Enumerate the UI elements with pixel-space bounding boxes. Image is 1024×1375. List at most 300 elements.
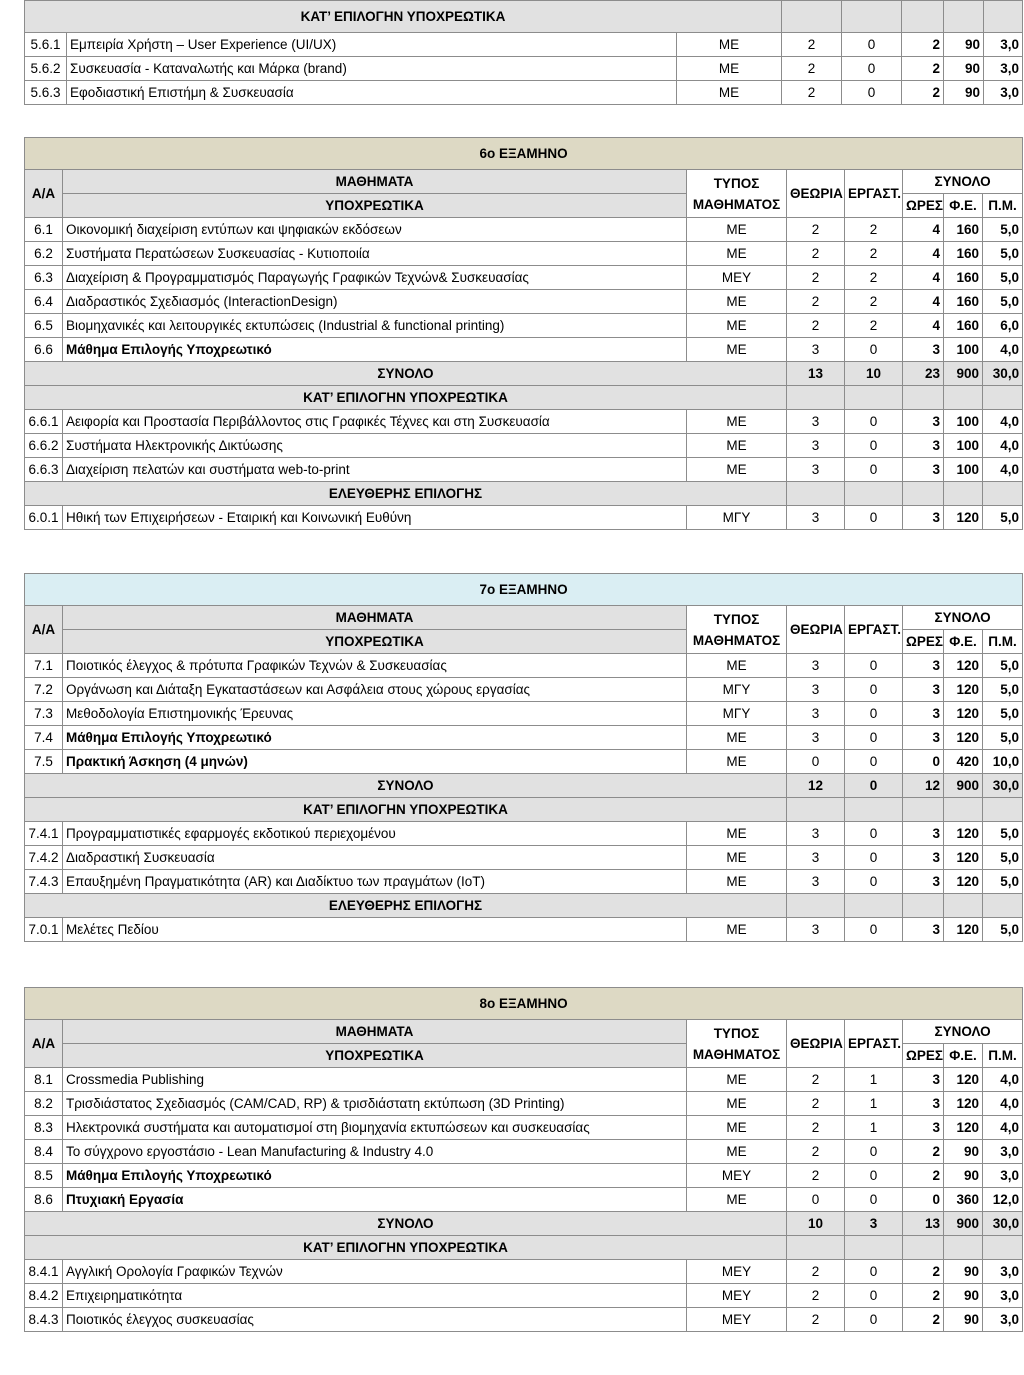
total-hours: 2 — [902, 57, 944, 81]
header-courses: ΜΑΘΗΜΑΤΑ — [63, 606, 687, 630]
theory-hours: 3 — [787, 918, 845, 942]
course-type: ΜΓΥ — [687, 702, 787, 726]
total-fe: 900 — [944, 1212, 983, 1236]
header-total: ΣΥΝΟΛΟ — [903, 606, 1023, 630]
credits-pm: 4,0 — [983, 1116, 1023, 1140]
total-hours: 3 — [903, 654, 944, 678]
course-row — [25, 266, 1023, 290]
elective-header: ΚΑΤ’ ΕΠΙΛΟΓΗΝ ΥΠΟΧΡΕΩΤΙΚΑ — [25, 1236, 787, 1260]
workload-fe: 120 — [944, 822, 983, 846]
course-row — [25, 57, 1023, 81]
credits-pm: 3,0 — [983, 1140, 1023, 1164]
empty-cell — [845, 798, 903, 822]
theory-hours: 2 — [787, 290, 845, 314]
lab-hours: 0 — [842, 57, 902, 81]
course-name: Το σύγχρονο εργοστάσιο - Lean Manufacturing & Industry 4.0 — [63, 1140, 687, 1164]
header-lab: ΕΡΓΑΣΤ. — [845, 1020, 903, 1068]
credits-pm: 5,0 — [983, 218, 1023, 242]
course-row — [25, 242, 1023, 266]
credits-pm: 5,0 — [983, 726, 1023, 750]
theory-hours: 3 — [787, 846, 845, 870]
course-type: ΜΕΥ — [687, 1308, 787, 1332]
course-row — [25, 290, 1023, 314]
s5-rows — [25, 33, 1023, 105]
course-type: ΜΕ — [687, 846, 787, 870]
course-name: Διαχείριση & Προγραμματισμός Παραγωγής Γραφικών Τεχνών& Συσκευασίας — [63, 266, 687, 290]
workload-fe: 90 — [944, 1140, 983, 1164]
course-row — [25, 338, 1023, 362]
semester-title-row — [25, 138, 1023, 170]
course-type: ΜΕ — [687, 1068, 787, 1092]
total-hours: 3 — [903, 1092, 944, 1116]
total-hours: 4 — [903, 242, 944, 266]
lab-hours: 0 — [845, 1140, 903, 1164]
course-row — [25, 918, 1023, 942]
header-pm: Π.Μ. — [983, 194, 1023, 218]
course-name: Τρισδιάστατος Σχεδιασμός (CAM/CAD, RP) & τρισδιάστατη εκτύπωση (3D Printing) — [63, 1092, 687, 1116]
credits-pm: 5,0 — [983, 918, 1023, 942]
credits-pm: 4,0 — [983, 1092, 1023, 1116]
header-type: ΤΥΠΟΣ ΜΑΘΗΜΑΤΟΣ — [687, 1020, 787, 1068]
course-code: 8.1 — [25, 1068, 63, 1092]
total-hours: 3 — [903, 410, 944, 434]
course-row — [25, 314, 1023, 338]
empty-cell — [944, 386, 983, 410]
course-type: ΜΕ — [687, 338, 787, 362]
theory-hours: 3 — [787, 726, 845, 750]
total-row — [25, 1212, 1023, 1236]
workload-fe: 120 — [944, 726, 983, 750]
empty-cell — [845, 894, 903, 918]
course-row — [25, 1068, 1023, 1092]
course-type: ΜΕ — [687, 1188, 787, 1212]
workload-fe: 120 — [944, 678, 983, 702]
course-name: Διαχείριση πελατών και συστήματα web-to-print — [63, 458, 687, 482]
course-code: 7.3 — [25, 702, 63, 726]
course-row — [25, 726, 1023, 750]
workload-fe: 360 — [944, 1188, 983, 1212]
header-aa: Α/Α — [25, 170, 63, 218]
course-row — [25, 81, 1023, 105]
workload-fe: 90 — [944, 57, 984, 81]
course-type: ΜΕ — [677, 33, 782, 57]
credits-pm: 3,0 — [983, 1164, 1023, 1188]
lab-hours: 1 — [845, 1092, 903, 1116]
header-row — [25, 1020, 1023, 1044]
lab-hours: 1 — [845, 1068, 903, 1092]
total-hours: 3 — [903, 846, 944, 870]
semester-7-table — [24, 573, 1023, 942]
course-name: Ποιοτικός έλεγχος συσκευασίας — [63, 1308, 687, 1332]
course-row — [25, 654, 1023, 678]
credits-pm: 3,0 — [983, 1260, 1023, 1284]
semester-title-row — [25, 988, 1023, 1020]
course-name: Μάθημα Επιλογής Υποχρεωτικό — [63, 726, 687, 750]
credits-pm: 5,0 — [983, 702, 1023, 726]
course-code: 8.4 — [25, 1140, 63, 1164]
course-type: ΜΕ — [687, 290, 787, 314]
course-type: ΜΕ — [687, 1116, 787, 1140]
course-row — [25, 506, 1023, 530]
theory-hours: 2 — [782, 33, 842, 57]
credits-pm: 6,0 — [983, 314, 1023, 338]
workload-fe: 120 — [944, 846, 983, 870]
course-name: Ηλεκτρονικά συστήματα και αυτοματισμοί στη βιομηχανία εκτυπώσεων και συσκευασίας — [63, 1116, 687, 1140]
workload-fe: 120 — [944, 918, 983, 942]
course-row — [25, 1260, 1023, 1284]
total-hours: 3 — [903, 338, 944, 362]
total-hours: 4 — [903, 290, 944, 314]
course-row — [25, 1116, 1023, 1140]
header-type: ΤΥΠΟΣ ΜΑΘΗΜΑΤΟΣ — [687, 170, 787, 218]
course-row — [25, 822, 1023, 846]
lab-hours: 0 — [842, 81, 902, 105]
elective-header: ΚΑΤ’ ΕΠΙΛΟΓΗΝ ΥΠΟΧΡΕΩΤΙΚΑ — [25, 1, 782, 33]
course-row — [25, 1188, 1023, 1212]
header-hours: ΩΡΕΣ — [903, 1044, 944, 1068]
course-type: ΜΓΥ — [687, 678, 787, 702]
lab-hours: 0 — [845, 1308, 903, 1332]
header-hours: ΩΡΕΣ — [903, 194, 944, 218]
total-fe: 900 — [944, 362, 983, 386]
total-hours: 2 — [903, 1308, 944, 1332]
course-code: 7.4.1 — [25, 822, 63, 846]
theory-hours: 2 — [787, 1164, 845, 1188]
total-theory: 12 — [787, 774, 845, 798]
course-name: Αγγλική Ορολογία Γραφικών Τεχνών — [63, 1260, 687, 1284]
total-hours: 4 — [903, 266, 944, 290]
elective-header-row — [25, 1, 1023, 33]
lab-hours: 0 — [845, 506, 903, 530]
course-code: 6.1 — [25, 218, 63, 242]
header-fe: Φ.Ε. — [944, 630, 983, 654]
credits-pm: 4,0 — [983, 1068, 1023, 1092]
free-choice-header-row — [25, 482, 1023, 506]
credits-pm: 5,0 — [983, 654, 1023, 678]
total-row — [25, 774, 1023, 798]
course-name: Συστήματα Ηλεκτρονικής Δικτύωσης — [63, 434, 687, 458]
empty-cell — [983, 386, 1023, 410]
course-type: ΜΕ — [687, 726, 787, 750]
course-code: 7.4.2 — [25, 846, 63, 870]
workload-fe: 160 — [944, 218, 983, 242]
course-code: 6.4 — [25, 290, 63, 314]
workload-fe: 120 — [944, 506, 983, 530]
course-row — [25, 702, 1023, 726]
course-name: Συσκευασία - Καταναλωτής και Μάρκα (brand) — [67, 57, 677, 81]
course-code: 5.6.3 — [25, 81, 67, 105]
total-hours: 23 — [903, 362, 944, 386]
lab-hours: 0 — [845, 1164, 903, 1188]
course-name: Ποιοτικός έλεγχος & πρότυπα Γραφικών Τεχνών & Συσκευασίας — [63, 654, 687, 678]
credits-pm: 5,0 — [983, 266, 1023, 290]
theory-hours: 2 — [787, 1092, 845, 1116]
workload-fe: 120 — [944, 1092, 983, 1116]
course-type: ΜΕΥ — [687, 266, 787, 290]
header-mandatory: ΥΠΟΧΡΕΩΤΙΚΑ — [63, 194, 687, 218]
total-hours: 4 — [903, 218, 944, 242]
credits-pm: 4,0 — [983, 338, 1023, 362]
course-type: ΜΕΥ — [687, 1284, 787, 1308]
course-code: 6.0.1 — [25, 506, 63, 530]
header-total: ΣΥΝΟΛΟ — [903, 1020, 1023, 1044]
header-courses: ΜΑΘΗΜΑΤΑ — [63, 170, 687, 194]
course-row — [25, 870, 1023, 894]
lab-hours: 0 — [845, 846, 903, 870]
workload-fe: 120 — [944, 702, 983, 726]
course-row — [25, 33, 1023, 57]
course-code: 6.2 — [25, 242, 63, 266]
total-hours: 4 — [903, 314, 944, 338]
header-lab: ΕΡΓΑΣΤ. — [845, 170, 903, 218]
total-label: ΣΥΝΟΛΟ — [25, 774, 787, 798]
lab-hours: 0 — [845, 458, 903, 482]
total-hours: 0 — [903, 750, 944, 774]
course-code: 6.6.1 — [25, 410, 63, 434]
theory-hours: 3 — [787, 822, 845, 846]
empty-cell — [944, 894, 983, 918]
credits-pm: 3,0 — [984, 81, 1023, 105]
total-hours: 0 — [903, 1188, 944, 1212]
credits-pm: 10,0 — [983, 750, 1023, 774]
course-code: 8.5 — [25, 1164, 63, 1188]
header-lab: ΕΡΓΑΣΤ. — [845, 606, 903, 654]
workload-fe: 90 — [944, 33, 984, 57]
course-code: 7.1 — [25, 654, 63, 678]
course-name: Πτυχιακή Εργασία — [63, 1188, 687, 1212]
course-name: Μάθημα Επιλογής Υποχρεωτικό — [63, 338, 687, 362]
course-name: Εφοδιαστική Επιστήμη & Συσκευασία — [67, 81, 677, 105]
course-name: Συστήματα Περατώσεων Συσκευασίας - Κυτιοποιία — [63, 242, 687, 266]
lab-hours: 0 — [845, 434, 903, 458]
semester-title: 8ο ΕΞΑΜΗΝΟ — [25, 988, 1023, 1020]
course-name: Ηθική των Επιχειρήσεων - Εταιρική και Κοινωνική Ευθύνη — [63, 506, 687, 530]
total-hours: 13 — [903, 1212, 944, 1236]
course-name: Διαδραστικός Σχεδιασμός (InteractionDesign) — [63, 290, 687, 314]
course-type: ΜΕ — [677, 81, 782, 105]
course-code: 6.6.3 — [25, 458, 63, 482]
lab-hours: 0 — [845, 678, 903, 702]
empty-cell — [903, 386, 944, 410]
empty-cell — [903, 482, 944, 506]
header-mandatory: ΥΠΟΧΡΕΩΤΙΚΑ — [63, 630, 687, 654]
theory-hours: 0 — [787, 750, 845, 774]
total-lab: 10 — [845, 362, 903, 386]
course-row — [25, 218, 1023, 242]
course-row — [25, 1308, 1023, 1332]
semester-5-tail-table — [24, 0, 1023, 105]
elective-header-row — [25, 798, 1023, 822]
course-code: 6.6.2 — [25, 434, 63, 458]
total-hours: 3 — [903, 918, 944, 942]
semester-6-table — [24, 137, 1023, 530]
lab-hours: 0 — [845, 702, 903, 726]
course-row — [25, 1092, 1023, 1116]
credits-pm: 4,0 — [983, 434, 1023, 458]
empty-cell — [944, 482, 983, 506]
credits-pm: 5,0 — [983, 290, 1023, 314]
lab-hours: 0 — [845, 1260, 903, 1284]
course-row — [25, 1140, 1023, 1164]
course-row — [25, 678, 1023, 702]
theory-hours: 3 — [787, 702, 845, 726]
course-code: 7.4.3 — [25, 870, 63, 894]
workload-fe: 90 — [944, 1308, 983, 1332]
course-code: 8.4.3 — [25, 1308, 63, 1332]
course-code: 7.4 — [25, 726, 63, 750]
course-row — [25, 458, 1023, 482]
credits-pm: 5,0 — [983, 678, 1023, 702]
total-hours: 2 — [903, 1260, 944, 1284]
header-row — [25, 606, 1023, 630]
total-pm: 30,0 — [983, 774, 1023, 798]
course-code: 6.5 — [25, 314, 63, 338]
total-hours: 3 — [903, 1116, 944, 1140]
course-type: ΜΕ — [687, 1140, 787, 1164]
course-type: ΜΕ — [687, 458, 787, 482]
empty-cell — [944, 798, 983, 822]
workload-fe: 90 — [944, 81, 984, 105]
total-hours: 2 — [903, 1284, 944, 1308]
course-code: 8.3 — [25, 1116, 63, 1140]
course-type: ΜΕ — [687, 822, 787, 846]
header-type: ΤΥΠΟΣ ΜΑΘΗΜΑΤΟΣ — [687, 606, 787, 654]
lab-hours: 0 — [845, 654, 903, 678]
total-hours: 2 — [902, 33, 944, 57]
total-hours: 2 — [903, 1140, 944, 1164]
course-type: ΜΕ — [687, 410, 787, 434]
header-row — [25, 170, 1023, 194]
empty-cell — [845, 1236, 903, 1260]
theory-hours: 2 — [787, 1308, 845, 1332]
semester-title-row — [25, 574, 1023, 606]
course-code: 5.6.1 — [25, 33, 67, 57]
credits-pm: 5,0 — [983, 870, 1023, 894]
course-code: 8.2 — [25, 1092, 63, 1116]
header-theory: ΘΕΩΡΙΑ — [787, 606, 845, 654]
course-name: Πρακτική Άσκηση (4 μηνών) — [63, 750, 687, 774]
theory-hours: 3 — [787, 458, 845, 482]
total-label: ΣΥΝΟΛΟ — [25, 1212, 787, 1236]
empty-cell — [983, 798, 1023, 822]
credits-pm: 12,0 — [983, 1188, 1023, 1212]
course-type: ΜΓΥ — [687, 506, 787, 530]
course-code: 8.4.2 — [25, 1284, 63, 1308]
theory-hours: 2 — [787, 1260, 845, 1284]
total-hours: 3 — [903, 434, 944, 458]
theory-hours: 3 — [787, 434, 845, 458]
course-name: Οργάνωση και Διάταξη Εγκαταστάσεων και Ασφάλεια στους χώρους εργασίας — [63, 678, 687, 702]
workload-fe: 120 — [944, 1116, 983, 1140]
course-type: ΜΕ — [687, 918, 787, 942]
total-hours: 3 — [903, 822, 944, 846]
course-type: ΜΕ — [687, 218, 787, 242]
lab-hours: 0 — [845, 410, 903, 434]
course-name: Προγραμματιστικές εφαρμογές εκδοτικού περιεχομένου — [63, 822, 687, 846]
course-type: ΜΕ — [687, 434, 787, 458]
workload-fe: 90 — [944, 1164, 983, 1188]
course-type: ΜΕ — [687, 870, 787, 894]
course-type: ΜΕΥ — [687, 1164, 787, 1188]
course-name: Μελέτες Πεδίου — [63, 918, 687, 942]
theory-hours: 3 — [787, 410, 845, 434]
header-total: ΣΥΝΟΛΟ — [903, 170, 1023, 194]
workload-fe: 90 — [944, 1260, 983, 1284]
course-type: ΜΕΥ — [687, 1260, 787, 1284]
workload-fe: 120 — [944, 654, 983, 678]
free-choice-header-row — [25, 894, 1023, 918]
theory-hours: 2 — [787, 1284, 845, 1308]
empty-cell — [787, 1236, 845, 1260]
course-name: Οικονομική διαχείριση εντύπων και ψηφιακών εκδόσεων — [63, 218, 687, 242]
course-row — [25, 434, 1023, 458]
theory-hours: 2 — [787, 1116, 845, 1140]
theory-hours: 2 — [787, 218, 845, 242]
total-hours: 2 — [903, 1164, 944, 1188]
workload-fe: 120 — [944, 870, 983, 894]
theory-hours: 2 — [782, 57, 842, 81]
empty-cell — [787, 482, 845, 506]
course-row — [25, 410, 1023, 434]
lab-hours: 2 — [845, 242, 903, 266]
workload-fe: 160 — [944, 290, 983, 314]
course-row — [25, 1164, 1023, 1188]
empty-cell — [983, 482, 1023, 506]
total-fe: 900 — [944, 774, 983, 798]
credits-pm: 5,0 — [983, 846, 1023, 870]
total-hours: 3 — [903, 506, 944, 530]
lab-hours: 0 — [845, 338, 903, 362]
theory-hours: 2 — [787, 1068, 845, 1092]
empty-cell — [845, 386, 903, 410]
total-hours: 12 — [903, 774, 944, 798]
header-aa: Α/Α — [25, 1020, 63, 1068]
lab-hours: 2 — [845, 290, 903, 314]
total-hours: 3 — [903, 1068, 944, 1092]
course-type: ΜΕ — [687, 314, 787, 338]
total-theory: 10 — [787, 1212, 845, 1236]
lab-hours: 0 — [845, 918, 903, 942]
elective-header-row — [25, 386, 1023, 410]
total-hours: 2 — [902, 81, 944, 105]
course-name: Μάθημα Επιλογής Υποχρεωτικό — [63, 1164, 687, 1188]
theory-hours: 2 — [787, 266, 845, 290]
course-name: Crossmedia Publishing — [63, 1068, 687, 1092]
credits-pm: 5,0 — [983, 822, 1023, 846]
workload-fe: 100 — [944, 338, 983, 362]
course-code: 5.6.2 — [25, 57, 67, 81]
lab-hours: 0 — [845, 726, 903, 750]
course-row — [25, 1284, 1023, 1308]
course-name: Μεθοδολογία Επιστημονικής Έρευνας — [63, 702, 687, 726]
theory-hours: 2 — [787, 1140, 845, 1164]
course-row — [25, 750, 1023, 774]
semester-title: 7ο ΕΞΑΜΗΝΟ — [25, 574, 1023, 606]
credits-pm: 3,0 — [983, 1284, 1023, 1308]
lab-hours: 0 — [842, 33, 902, 57]
lab-hours: 0 — [845, 750, 903, 774]
workload-fe: 90 — [944, 1284, 983, 1308]
credits-pm: 3,0 — [983, 1308, 1023, 1332]
total-pm: 30,0 — [983, 362, 1023, 386]
elective-header-row — [25, 1236, 1023, 1260]
semester-title: 6ο ΕΞΑΜΗΝΟ — [25, 138, 1023, 170]
empty-cell — [983, 894, 1023, 918]
total-hours: 3 — [903, 458, 944, 482]
empty-cell — [983, 1236, 1023, 1260]
course-type: ΜΕ — [677, 57, 782, 81]
free-choice-header: ΕΛΕΥΘΕΡΗΣ ΕΠΙΛΟΓΗΣ — [25, 482, 787, 506]
